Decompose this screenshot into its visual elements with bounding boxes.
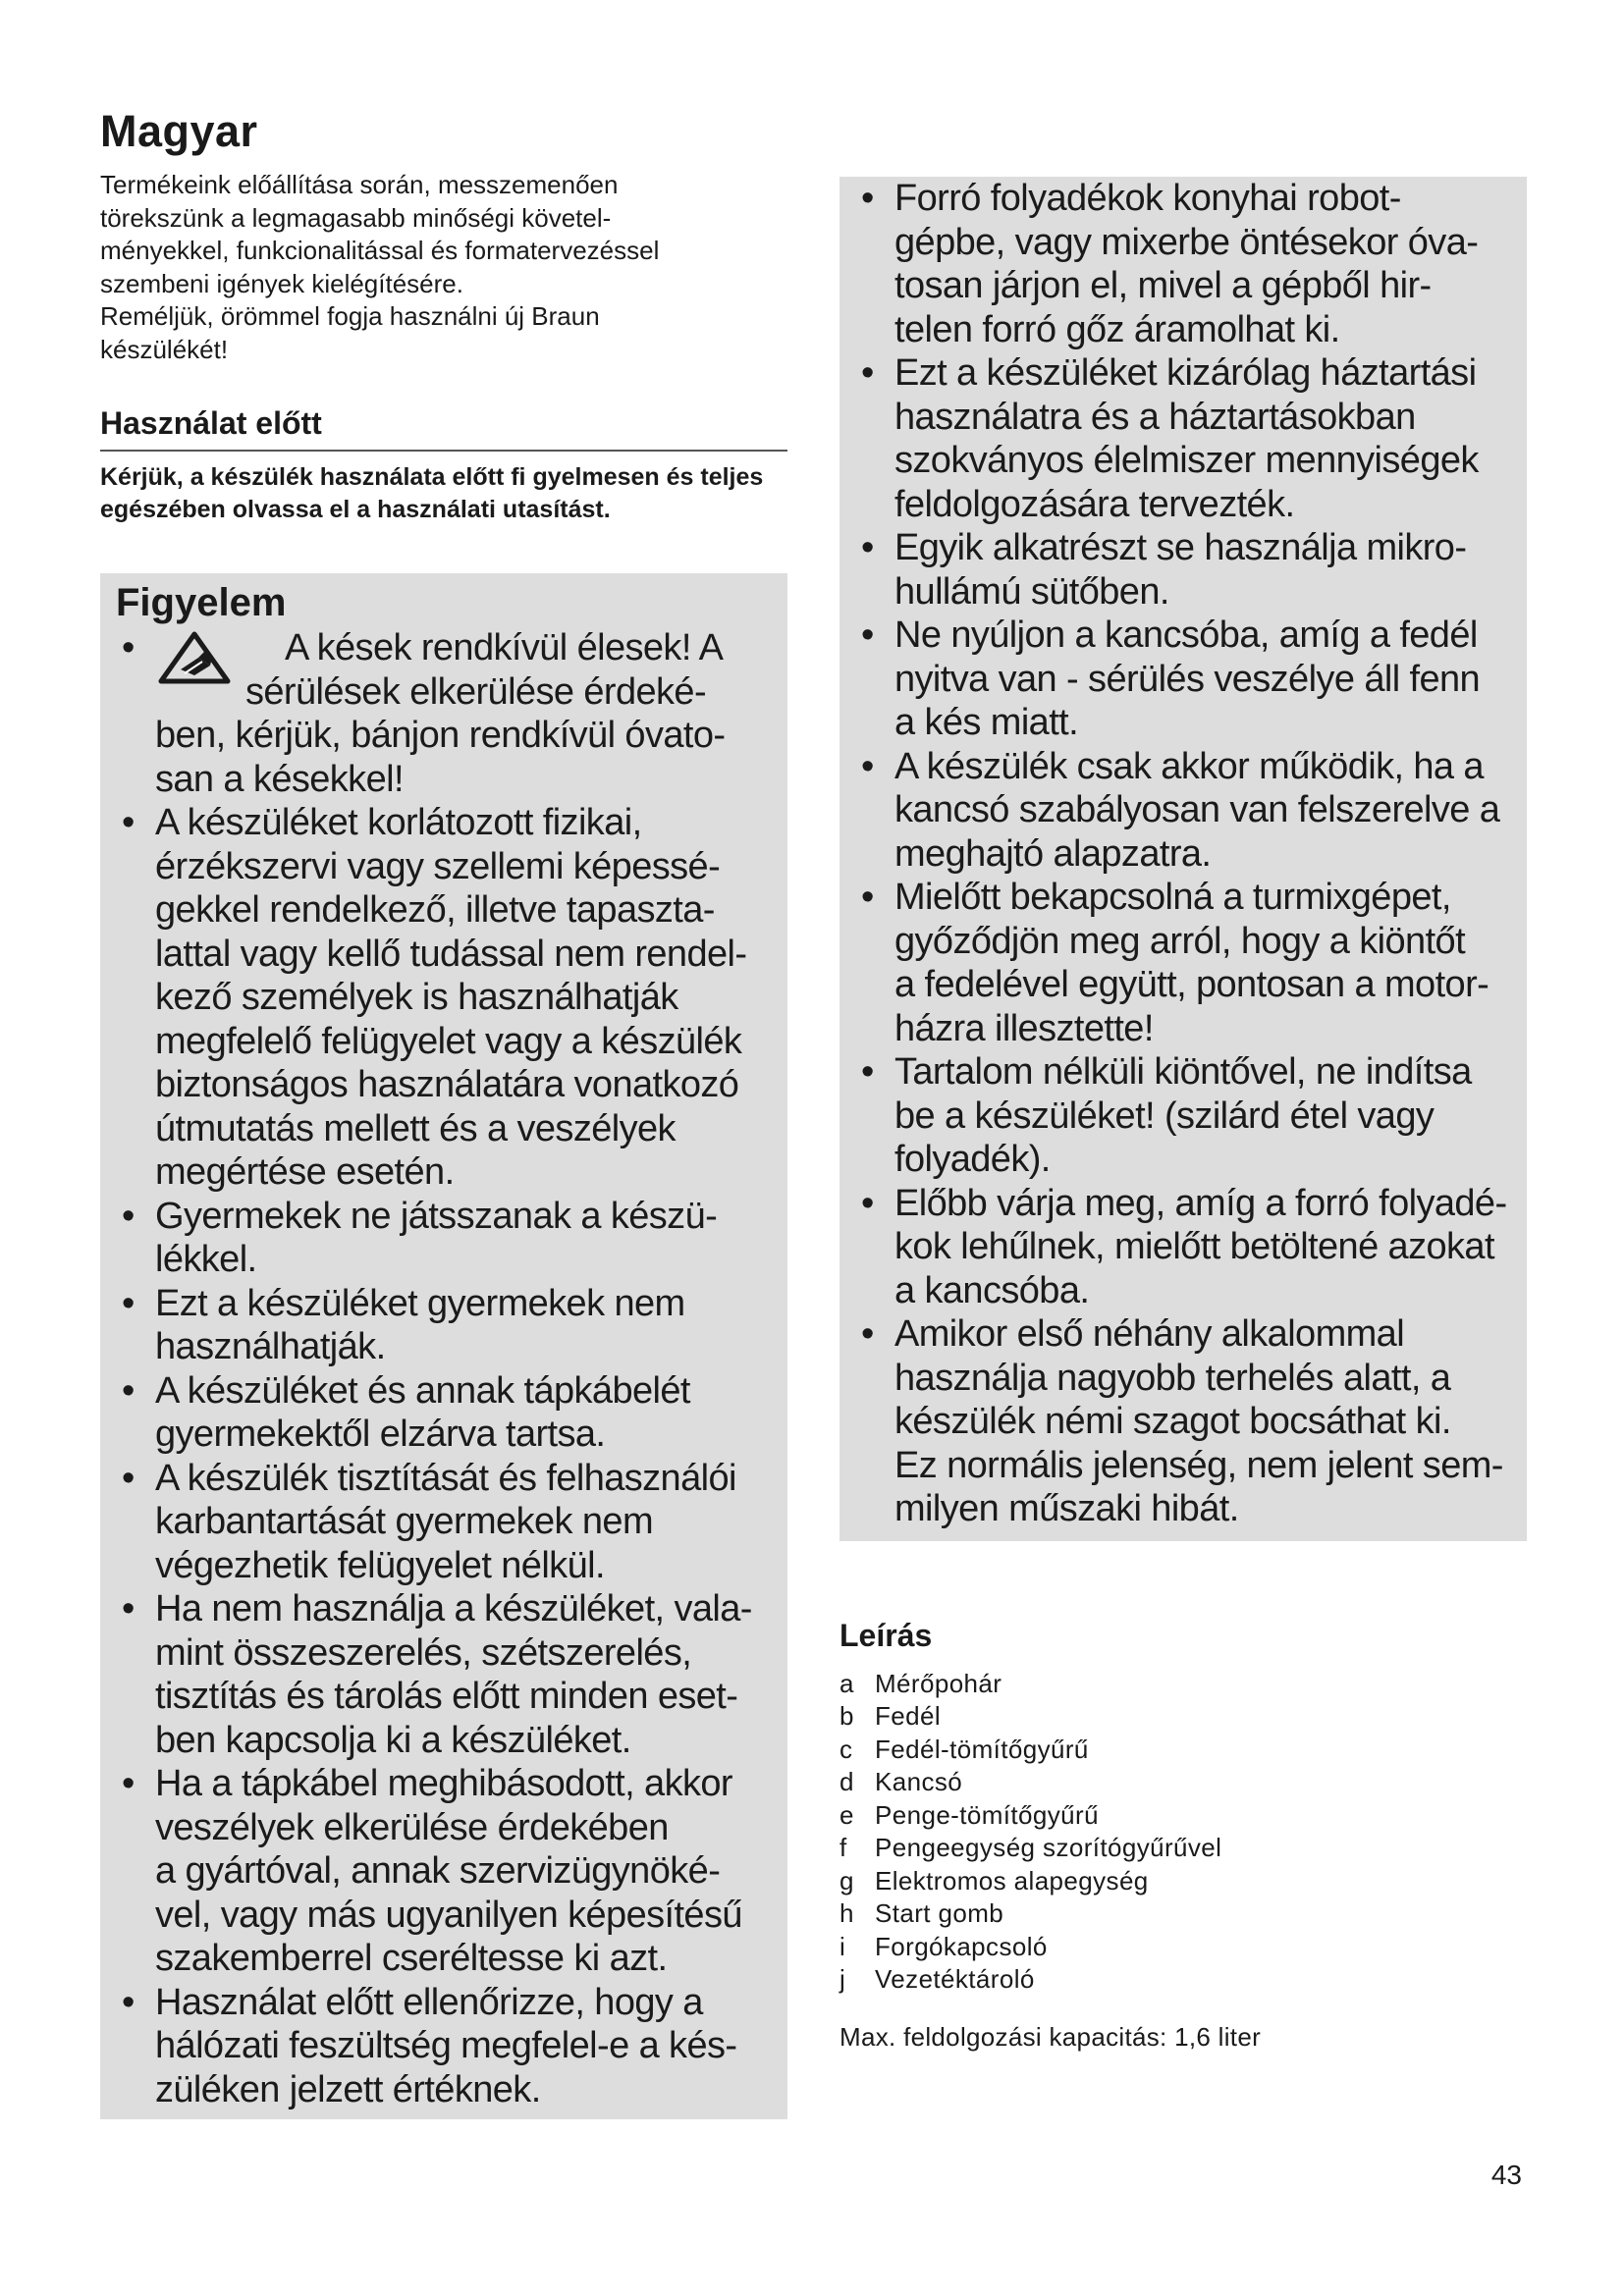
bullet-icon: • bbox=[122, 802, 135, 843]
list-item-text: veszélyek elkerülése érdekében bbox=[155, 1806, 669, 1848]
list-item-text: telen forró gőz áramolhat ki. bbox=[894, 308, 1340, 350]
description-item bbox=[839, 1865, 1527, 1898]
list-item-text: gyermekektől elzárva tartsa. bbox=[155, 1414, 606, 1455]
list-item-text: megértése esetén. bbox=[155, 1151, 455, 1193]
intro-line: készülékét! bbox=[100, 334, 229, 364]
warning-title: Figyelem bbox=[116, 581, 287, 624]
list-item-text: lékkel. bbox=[155, 1239, 257, 1280]
description-item bbox=[839, 1766, 1527, 1799]
list-item bbox=[855, 526, 1511, 614]
list-item-text: végezhetik felügyelet nélkül. bbox=[155, 1544, 605, 1586]
list-item bbox=[116, 1981, 772, 2112]
left-column bbox=[100, 106, 787, 2119]
list-item-text: készülék némi szagot bocsáthat ki. bbox=[894, 1401, 1451, 1442]
list-item bbox=[116, 1282, 772, 1369]
list-item-text: kancsó szabályosan van felszerelve a bbox=[894, 789, 1500, 830]
list-item-text: nyitva van - sérülés veszélye áll fenn bbox=[894, 658, 1481, 700]
list-item-text: használhatják. bbox=[155, 1326, 386, 1367]
warning-box bbox=[100, 573, 787, 2119]
list-item-text: Használat előtt ellenőrizze, hogy a bbox=[155, 1981, 703, 2023]
list-item-text: gépbe, vagy mixerbe öntésekor óva- bbox=[894, 221, 1479, 263]
bullet-icon: • bbox=[122, 1588, 135, 1629]
description-label: Fedél bbox=[875, 1701, 942, 1731]
list-item-text: A készüléket korlátozott fizikai, bbox=[155, 802, 642, 843]
bullet-icon: • bbox=[861, 178, 874, 219]
description-label: Start gomb bbox=[875, 1898, 1004, 1928]
list-item-text: A készülék tisztítását és felhasználói bbox=[155, 1457, 736, 1499]
list-item bbox=[116, 1762, 772, 1981]
list-item bbox=[855, 876, 1511, 1050]
description-key: h bbox=[839, 1898, 854, 1928]
list-item-text: züléken jelzett értéknek. bbox=[155, 2068, 541, 2110]
right-column bbox=[839, 177, 1527, 2053]
before-use-text: Kérjük, a készülék használata előtt fi gyelmesen és teljes egészében olvassa el a használati utasítást. bbox=[100, 463, 764, 523]
description-key: d bbox=[839, 1767, 854, 1796]
list-item-text: szakemberrel cseréltesse ki azt. bbox=[155, 1938, 668, 1979]
list-item bbox=[116, 1587, 772, 1762]
list-item-text: tisztítás és tárolás előtt minden eset- bbox=[155, 1676, 738, 1717]
description-key: f bbox=[839, 1833, 847, 1862]
list-item-text: Ez normális jelenség, nem jelent sem- bbox=[894, 1444, 1503, 1486]
bullet-icon: • bbox=[122, 1369, 135, 1412]
list-item-text: meghajtó alapzatra. bbox=[894, 832, 1212, 875]
list-item-text: Amikor első néhány alkalommal bbox=[894, 1313, 1405, 1355]
list-item-text: a fedelével együtt, pontosan a motor- bbox=[894, 964, 1489, 1005]
description-label: Kancsó bbox=[875, 1767, 963, 1796]
bullet-icon: • bbox=[122, 1282, 135, 1324]
before-use-title: Használat előtt bbox=[100, 405, 787, 452]
list-item-text: tosan járjon el, mivel a gépből hir- bbox=[894, 265, 1432, 306]
description-key: a bbox=[839, 1668, 854, 1698]
list-item-text: érzékszervi vagy szellemi képessé- bbox=[155, 845, 721, 887]
list-item-text: a kés miatt. bbox=[894, 702, 1079, 743]
list-item bbox=[855, 177, 1511, 351]
list-item bbox=[855, 745, 1511, 877]
list-item-text: kező személyek is használhatják bbox=[155, 977, 678, 1018]
description-item bbox=[839, 1799, 1527, 1833]
description-item bbox=[839, 1668, 1527, 1701]
description-key: g bbox=[839, 1865, 854, 1896]
description-key: j bbox=[839, 1964, 846, 1994]
list-item-text: házra illesztette! bbox=[894, 1007, 1154, 1049]
list-item-text: Ezt a készüléket kizárólag háztartási bbox=[894, 352, 1477, 394]
bullet-icon: • bbox=[861, 614, 874, 656]
list-item-text: folyadék). bbox=[894, 1139, 1051, 1180]
bullet-icon: • bbox=[861, 1051, 874, 1093]
list-item-text: kok lehűlnek, mielőtt betöltené azokat bbox=[894, 1226, 1494, 1267]
list-item bbox=[855, 351, 1511, 526]
list-item-text: Ne nyúljon a kancsóba, amíg a fedél bbox=[894, 614, 1478, 656]
list-item-text: Ha nem használja a készüléket, vala- bbox=[155, 1588, 752, 1629]
list-item-text: ben, kérjük, bánjon rendkívül óvato- bbox=[155, 715, 726, 756]
description-label: Forgókapcsoló bbox=[875, 1931, 1048, 1961]
description-label: Vezetéktároló bbox=[875, 1964, 1035, 1994]
list-item-text: a gyártóval, annak szervizügynöké- bbox=[155, 1850, 721, 1892]
list-item-text: hullámú sütőben. bbox=[894, 570, 1169, 613]
description-label: Penge-tömítőgyűrű bbox=[875, 1799, 1099, 1830]
list-item-text: útmutatás mellett és a veszélyek bbox=[155, 1107, 676, 1149]
page-number: 43 bbox=[1490, 2160, 1522, 2190]
bullet-icon: • bbox=[122, 1457, 135, 1499]
warning-list bbox=[116, 626, 772, 801]
description-key: e bbox=[839, 1799, 854, 1830]
list-item-text: sérülések elkerülése érdeké- bbox=[245, 670, 706, 713]
list-item bbox=[116, 1369, 772, 1457]
intro-line: ményekkel, funkcionalitással és formatervezéssel bbox=[100, 236, 660, 265]
list-item-text: ben kapcsolja ki a készüléket. bbox=[155, 1719, 631, 1761]
list-item bbox=[855, 1312, 1511, 1531]
list-item bbox=[116, 626, 772, 801]
intro-line: Termékeink előállítása során, messzemenően bbox=[100, 170, 619, 199]
list-item-text: lattal vagy kellő tudással nem rendel- bbox=[155, 933, 747, 975]
list-item-text: vel, vagy más ugyanilyen képesítésű bbox=[155, 1894, 742, 1936]
list-item-text: a kancsóba. bbox=[894, 1269, 1090, 1311]
description-item bbox=[839, 1963, 1527, 1997]
max-capacity: Max. feldolgozási kapacitás: 1,6 liter bbox=[839, 2021, 1262, 2052]
description-key: c bbox=[839, 1734, 853, 1764]
description-label: Pengeegység szorítógyűrűvel bbox=[875, 1833, 1222, 1862]
description-item bbox=[839, 1832, 1527, 1865]
bullet-icon: • bbox=[861, 1182, 874, 1224]
bullet-icon: • bbox=[122, 627, 135, 668]
bullet-icon: • bbox=[122, 1195, 135, 1237]
list-item bbox=[116, 1457, 772, 1588]
list-item-text: karbantartását gyermekek nem bbox=[155, 1501, 653, 1542]
list-item bbox=[116, 801, 772, 1195]
bullet-icon: • bbox=[861, 527, 874, 568]
list-item bbox=[855, 1050, 1511, 1182]
list-item-text: be a készüléket! (szilárd étel vagy bbox=[894, 1095, 1435, 1137]
description-item bbox=[839, 1931, 1527, 1964]
list-item-text: biztonságos használatára vonatkozó bbox=[155, 1064, 739, 1105]
list-item-text: hálózati feszültség megfelel-e a kés- bbox=[155, 2025, 737, 2066]
description-key: i bbox=[839, 1931, 846, 1961]
list-item-text: milyen műszaki hibát. bbox=[894, 1488, 1239, 1529]
description-key: b bbox=[839, 1701, 854, 1731]
page-heading: Magyar bbox=[100, 106, 258, 156]
bullet-icon: • bbox=[861, 745, 874, 787]
safety-list bbox=[855, 177, 1511, 1531]
warning-items bbox=[116, 801, 772, 2111]
bullet-icon: • bbox=[861, 352, 874, 394]
list-item-text: Ezt a készüléket gyermekek nem bbox=[155, 1282, 685, 1324]
list-item-text: megfelelő felügyelet vagy a készülék bbox=[155, 1020, 742, 1062]
list-item-text: Forró folyadékok konyhai robot- bbox=[894, 178, 1401, 219]
list-item-text: Tartalom nélküli kiöntővel, ne indítsa bbox=[894, 1051, 1472, 1093]
list-item-text: Egyik alkatrészt se használja mikro- bbox=[894, 527, 1467, 568]
list-item-text: Gyermekek ne játsszanak a készü- bbox=[155, 1195, 718, 1237]
intro-line: törekszünk a legmagasabb minőségi követel- bbox=[100, 202, 612, 233]
intro-line: Reméljük, örömmel fogja használni új Braun bbox=[100, 301, 600, 331]
bullet-icon: • bbox=[861, 1313, 874, 1355]
list-item-text: A készüléket és annak tápkábelét bbox=[155, 1369, 690, 1412]
list-item-text: gekkel rendelkező, illetve tapaszta- bbox=[155, 889, 715, 931]
intro-text bbox=[100, 169, 787, 366]
list-item bbox=[116, 1195, 772, 1282]
bullet-icon: • bbox=[122, 1981, 135, 2023]
list-item-text: Mielőtt bekapcsolná a turmixgépet, bbox=[894, 877, 1451, 918]
description-title: Leírás bbox=[839, 1617, 933, 1653]
list-item-text: szokványos élelmiszer mennyiségek bbox=[894, 440, 1479, 481]
description-label: Mérőpohár bbox=[875, 1668, 1002, 1698]
intro-line: szembeni igények kielégítésére. bbox=[100, 268, 463, 298]
description-label: Fedél-tömítőgyűrű bbox=[875, 1734, 1089, 1764]
list-item-text: használja nagyobb terhelés alatt, a bbox=[894, 1357, 1451, 1399]
list-item-text: Ha a tápkábel meghibásodott, akkor bbox=[155, 1763, 732, 1804]
description-item bbox=[839, 1734, 1527, 1767]
list-item-text: A készülék csak akkor működik, ha a bbox=[894, 745, 1484, 787]
list-item-text: győződjön meg arról, hogy a kiöntőt bbox=[894, 920, 1466, 962]
description-label: Elektromos alapegység bbox=[875, 1865, 1149, 1896]
list-item bbox=[855, 614, 1511, 745]
bullet-icon: • bbox=[861, 877, 874, 918]
list-item-text: Előbb várja meg, amíg a forró folyadé- bbox=[894, 1182, 1507, 1224]
list-item-text: san a késekkel! bbox=[155, 758, 404, 800]
list-item bbox=[855, 1182, 1511, 1313]
description-item bbox=[839, 1897, 1527, 1931]
description-item bbox=[839, 1700, 1527, 1734]
description-list bbox=[839, 1668, 1527, 1997]
safety-box bbox=[839, 177, 1527, 1541]
bullet-icon: • bbox=[122, 1763, 135, 1804]
list-item-text: mint összeszerelés, szétszerelés, bbox=[155, 1631, 692, 1674]
list-item-text: használatra és a háztartásokban bbox=[894, 396, 1416, 438]
list-item-text: feldolgozására tervezték. bbox=[894, 483, 1295, 525]
blade-warning-icon bbox=[155, 630, 234, 687]
list-item-text: A kések rendkívül élesek! A bbox=[285, 627, 724, 668]
